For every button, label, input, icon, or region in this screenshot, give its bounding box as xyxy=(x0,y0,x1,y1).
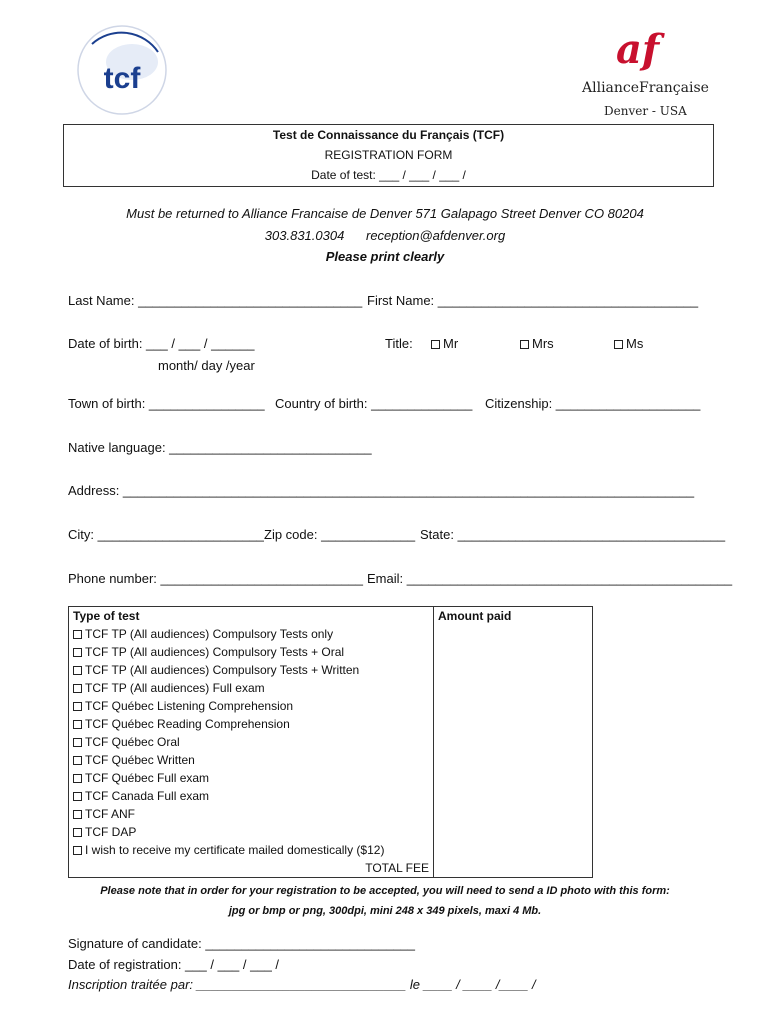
checkbox-icon xyxy=(73,684,82,693)
amount-cell[interactable] xyxy=(434,841,593,859)
amount-cell[interactable] xyxy=(434,679,593,697)
amount-paid-header: Amount paid xyxy=(434,607,593,626)
amount-cell[interactable] xyxy=(434,787,593,805)
test-type-table xyxy=(68,606,593,878)
form-title: Test de Connaissance du Français (TCF) xyxy=(272,128,505,142)
af-mark: af xyxy=(616,26,660,73)
tcf-logo-text: tcf xyxy=(103,62,141,95)
native-language-field[interactable]: Native language: ____________________________ xyxy=(68,440,372,455)
checkbox-icon xyxy=(614,340,623,349)
photo-note-line1: Please note that in order for your registration to be accepted, you will need to send a ID photo with this form: xyxy=(100,885,670,897)
alliance-francaise-logo xyxy=(578,28,708,120)
amount-cell[interactable] xyxy=(434,823,593,841)
af-name: AllianceFrançaise xyxy=(582,80,709,96)
type-of-test-header: Type of test xyxy=(69,607,434,626)
title-option-mrs[interactable] xyxy=(520,336,554,351)
contact-line xyxy=(0,228,770,243)
checkbox-icon xyxy=(73,648,82,657)
total-fee-cell[interactable] xyxy=(434,859,593,878)
checkbox-icon xyxy=(73,702,82,711)
test-option-label: TCF Québec Listening Comprehension xyxy=(85,699,294,713)
title-label: Title: xyxy=(385,336,413,351)
test-option-row[interactable] xyxy=(69,751,593,769)
checkbox-icon xyxy=(73,756,82,765)
phone-number-field[interactable]: Phone number: ____________________________ xyxy=(68,571,363,586)
zip-field[interactable]: Zip code: _____________ xyxy=(264,527,416,542)
amount-cell[interactable] xyxy=(434,805,593,823)
citizenship-field[interactable]: Citizenship: ____________________ xyxy=(485,396,701,411)
test-option-label: I wish to receive my certificate mailed domestically ($12) xyxy=(85,843,385,857)
dob-field[interactable]: Date of birth: ___ / ___ / ______ xyxy=(68,336,255,351)
test-option-row[interactable] xyxy=(69,787,593,805)
checkbox-icon xyxy=(520,340,529,349)
amount-cell[interactable] xyxy=(434,715,593,733)
dob-hint: month/ day /year xyxy=(158,358,255,373)
first-name-field[interactable]: First Name: ____________________________________ xyxy=(367,293,699,308)
title-option-label: Ms xyxy=(626,336,644,351)
table-header-row xyxy=(69,607,593,626)
country-of-birth-field[interactable]: Country of birth: ______________ xyxy=(275,396,473,411)
test-option-label: TCF Québec Reading Comprehension xyxy=(85,717,290,731)
test-option-label: TCF DAP xyxy=(85,825,137,839)
contact-email: reception@afdenver.org xyxy=(366,228,506,243)
test-option-row[interactable] xyxy=(69,625,593,643)
title-option-mr[interactable] xyxy=(431,336,458,351)
test-option-label: TCF Canada Full exam xyxy=(85,789,210,803)
test-option-label: TCF TP (All audiences) Compulsory Tests only xyxy=(85,627,334,641)
total-fee-row xyxy=(69,859,593,878)
checkbox-icon xyxy=(73,846,82,855)
signature-field[interactable]: Signature of candidate: _____________________________ xyxy=(68,936,415,951)
test-option-row[interactable] xyxy=(69,733,593,751)
date-of-test[interactable]: Date of test: ___ / ___ / ___ / xyxy=(311,168,466,182)
photo-note-line2: jpg or bmp or png, 300dpi, mini 248 x 349 pixels, maxi 4 Mb. xyxy=(228,905,542,917)
checkbox-icon xyxy=(73,810,82,819)
test-option-row[interactable] xyxy=(69,679,593,697)
test-option-row[interactable] xyxy=(69,805,593,823)
city-field[interactable]: City: _______________________ xyxy=(68,527,264,542)
test-option-row[interactable] xyxy=(69,769,593,787)
title-option-label: Mrs xyxy=(532,336,554,351)
amount-cell[interactable] xyxy=(434,733,593,751)
test-option-row[interactable] xyxy=(69,715,593,733)
inscription-field[interactable]: Inscription traitée par: _____________________________ le ____ / ____ /____ / xyxy=(68,977,536,992)
checkbox-icon xyxy=(73,792,82,801)
checkbox-icon xyxy=(73,666,82,675)
amount-cell[interactable] xyxy=(434,697,593,715)
town-of-birth-field[interactable]: Town of birth: ________________ xyxy=(68,396,265,411)
address-field[interactable]: Address: _______________________________________________________________________________ xyxy=(68,483,695,498)
test-option-row[interactable] xyxy=(69,643,593,661)
title-option-label: Mr xyxy=(443,336,459,351)
checkbox-icon xyxy=(73,774,82,783)
contact-phone: 303.831.0304 xyxy=(264,228,345,243)
test-option-label: TCF Québec Written xyxy=(85,753,195,767)
amount-cell[interactable] xyxy=(434,751,593,769)
amount-cell[interactable] xyxy=(434,643,593,661)
return-address: Must be returned to Alliance Francaise de Denver 571 Galapago Street Denver CO 80204 xyxy=(126,206,644,221)
amount-cell[interactable] xyxy=(434,661,593,679)
email-field[interactable]: Email: _____________________________________________ xyxy=(367,571,733,586)
total-fee-label: TOTAL FEE xyxy=(69,859,434,878)
test-option-label: TCF TP (All audiences) Full exam xyxy=(85,681,265,695)
checkbox-icon xyxy=(431,340,440,349)
test-option-row[interactable] xyxy=(69,697,593,715)
test-option-label: TCF TP (All audiences) Compulsory Tests + Written xyxy=(85,663,360,677)
checkbox-icon xyxy=(73,630,82,639)
af-city: Denver - USA xyxy=(604,104,687,118)
last-name-field[interactable]: Last Name: _______________________________ xyxy=(68,293,363,308)
title-option-ms[interactable] xyxy=(614,336,643,351)
test-option-row[interactable] xyxy=(69,823,593,841)
checkbox-icon xyxy=(73,738,82,747)
state-field[interactable]: State: _____________________________________ xyxy=(420,527,726,542)
test-option-row[interactable] xyxy=(69,661,593,679)
header-box xyxy=(63,124,714,187)
amount-cell[interactable] xyxy=(434,769,593,787)
test-option-label: TCF Québec Full exam xyxy=(85,771,210,785)
print-clearly: Please print clearly xyxy=(325,249,445,264)
test-option-label: TCF Québec Oral xyxy=(85,735,180,749)
test-option-label: TCF TP (All audiences) Compulsory Tests + Oral xyxy=(85,645,345,659)
test-option-row[interactable] xyxy=(69,841,593,859)
test-option-label: TCF ANF xyxy=(85,807,135,821)
amount-cell[interactable] xyxy=(434,625,593,643)
date-of-registration-field[interactable]: Date of registration: ___ / ___ / ___ / xyxy=(68,957,280,972)
form-subtitle: REGISTRATION FORM xyxy=(324,148,453,162)
tcf-logo xyxy=(72,22,172,118)
checkbox-icon xyxy=(73,720,82,729)
checkbox-icon xyxy=(73,828,82,837)
